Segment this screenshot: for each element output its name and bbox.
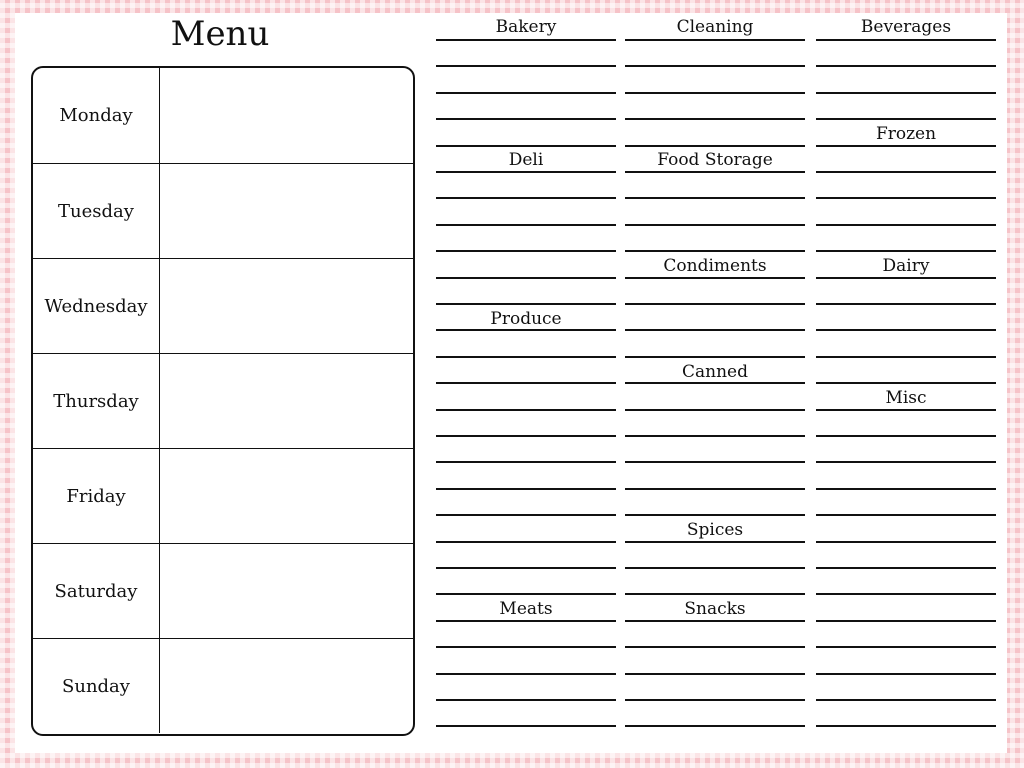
grocery-entry-line[interactable] [816, 356, 996, 358]
grocery-entry-line[interactable] [625, 197, 805, 199]
grocery-entry-line[interactable] [436, 567, 616, 569]
grocery-entry-line[interactable] [436, 277, 616, 279]
grocery-entry-line[interactable] [625, 171, 805, 173]
grocery-entry-line[interactable] [816, 593, 996, 595]
grocery-entry-line[interactable] [436, 197, 616, 199]
grocery-entry-line[interactable] [436, 329, 616, 331]
menu-row-saturday [33, 543, 413, 638]
grocery-entry-line[interactable] [436, 461, 616, 463]
grocery-entry-line[interactable] [436, 593, 616, 595]
grocery-entry-line[interactable] [625, 725, 805, 727]
section-header-frozen: Frozen [875, 124, 937, 144]
grocery-entry-line[interactable] [436, 145, 616, 147]
grocery-entry-line[interactable] [625, 329, 805, 331]
section-header-beverages: Beverages [860, 17, 952, 37]
grocery-entry-line[interactable] [436, 356, 616, 358]
section-header-snacks: Snacks [684, 599, 746, 619]
grocery-entry-line[interactable] [436, 488, 616, 490]
grocery-entry-line[interactable] [816, 435, 996, 437]
grocery-entry-line[interactable] [436, 250, 616, 252]
grocery-entry-line[interactable] [436, 514, 616, 516]
grocery-entry-line[interactable] [816, 646, 996, 648]
weekly-menu-table [31, 66, 415, 736]
section-header-deli: Deli [508, 150, 544, 170]
grocery-entry-line[interactable] [625, 277, 805, 279]
grocery-entry-line[interactable] [625, 673, 805, 675]
grocery-entry-line[interactable] [625, 541, 805, 543]
section-header-canned: Canned [682, 362, 748, 382]
grocery-entry-line[interactable] [436, 171, 616, 173]
grocery-entry-line[interactable] [816, 277, 996, 279]
grocery-entry-line[interactable] [436, 118, 616, 120]
grocery-entry-line[interactable] [436, 699, 616, 701]
menu-row-sunday [33, 638, 413, 733]
day-label: Thursday [33, 354, 160, 448]
grocery-entry-line[interactable] [625, 435, 805, 437]
grocery-entry-line[interactable] [625, 567, 805, 569]
menu-row-monday [33, 68, 413, 163]
grocery-entry-line[interactable] [625, 382, 805, 384]
grocery-entry-line[interactable] [436, 382, 616, 384]
grocery-entry-line[interactable] [816, 461, 996, 463]
grocery-entry-line[interactable] [436, 409, 616, 411]
grocery-entry-line[interactable] [436, 673, 616, 675]
section-header-cleaning: Cleaning [676, 17, 754, 37]
day-label: Friday [33, 449, 160, 543]
grocery-entry-line[interactable] [436, 620, 616, 622]
meal-entry-area[interactable] [160, 164, 413, 258]
day-label: Saturday [33, 544, 160, 638]
grocery-entry-line[interactable] [625, 356, 805, 358]
grocery-entry-line[interactable] [625, 92, 805, 94]
grocery-entry-line[interactable] [625, 488, 805, 490]
grocery-entry-line[interactable] [436, 541, 616, 543]
grocery-entry-line[interactable] [625, 250, 805, 252]
grocery-entry-line[interactable] [816, 224, 996, 226]
menu-row-friday [33, 448, 413, 543]
meal-entry-area[interactable] [160, 259, 413, 353]
grocery-entry-line[interactable] [816, 171, 996, 173]
meal-entry-area[interactable] [160, 354, 413, 448]
section-header-bakery: Bakery [495, 17, 557, 37]
meal-entry-area[interactable] [160, 449, 413, 543]
menu-row-wednesday [33, 258, 413, 353]
grocery-entry-line[interactable] [436, 65, 616, 67]
grocery-entry-line[interactable] [625, 409, 805, 411]
menu-row-thursday [33, 353, 413, 448]
section-header-spices: Spices [686, 520, 744, 540]
day-label: Wednesday [33, 259, 160, 353]
section-header-dairy: Dairy [882, 256, 930, 276]
grocery-entry-line[interactable] [625, 39, 805, 41]
grocery-entry-line[interactable] [625, 65, 805, 67]
grocery-entry-line[interactable] [625, 224, 805, 226]
menu-row-tuesday [33, 163, 413, 258]
grocery-entry-line[interactable] [625, 118, 805, 120]
grocery-entry-line[interactable] [816, 620, 996, 622]
grocery-entry-line[interactable] [625, 461, 805, 463]
grocery-entry-line[interactable] [816, 541, 996, 543]
meal-entry-area[interactable] [160, 639, 413, 733]
grocery-entry-line[interactable] [436, 39, 616, 41]
meal-entry-area[interactable] [160, 544, 413, 638]
day-label: Monday [33, 68, 160, 163]
grocery-entry-line[interactable] [436, 725, 616, 727]
section-header-condiments: Condiments [663, 256, 767, 276]
grocery-entry-line[interactable] [816, 197, 996, 199]
grocery-entry-line[interactable] [625, 145, 805, 147]
section-header-food-storage: Food Storage [657, 150, 773, 170]
grocery-entry-line[interactable] [816, 92, 996, 94]
grocery-entry-line[interactable] [816, 382, 996, 384]
grocery-entry-line[interactable] [816, 725, 996, 727]
grocery-entry-line[interactable] [436, 646, 616, 648]
grocery-entry-line[interactable] [625, 646, 805, 648]
grocery-entry-line[interactable] [625, 699, 805, 701]
grocery-entry-line[interactable] [816, 329, 996, 331]
day-label: Tuesday [33, 164, 160, 258]
grocery-entry-line[interactable] [625, 514, 805, 516]
grocery-entry-line[interactable] [816, 65, 996, 67]
grocery-entry-line[interactable] [816, 567, 996, 569]
grocery-entry-line[interactable] [625, 303, 805, 305]
grocery-entry-line[interactable] [436, 435, 616, 437]
grocery-entry-line[interactable] [816, 409, 996, 411]
grocery-entry-line[interactable] [436, 303, 616, 305]
meal-entry-area[interactable] [160, 68, 413, 163]
grocery-entry-line[interactable] [625, 620, 805, 622]
grocery-entry-line[interactable] [436, 92, 616, 94]
grocery-entry-line[interactable] [816, 303, 996, 305]
section-header-misc: Misc [885, 388, 927, 408]
grocery-entry-line[interactable] [816, 118, 996, 120]
grocery-entry-line[interactable] [436, 224, 616, 226]
section-header-meats: Meats [499, 599, 553, 619]
grocery-entry-line[interactable] [816, 39, 996, 41]
grocery-entry-line[interactable] [625, 593, 805, 595]
grocery-entry-line[interactable] [816, 673, 996, 675]
grocery-entry-line[interactable] [816, 699, 996, 701]
grocery-entry-line[interactable] [816, 145, 996, 147]
section-header-produce: Produce [490, 309, 562, 329]
grocery-entry-line[interactable] [816, 250, 996, 252]
grocery-entry-line[interactable] [816, 514, 996, 516]
day-label: Sunday [33, 639, 160, 733]
grocery-entry-line[interactable] [816, 488, 996, 490]
menu-title: Menu [170, 14, 270, 54]
